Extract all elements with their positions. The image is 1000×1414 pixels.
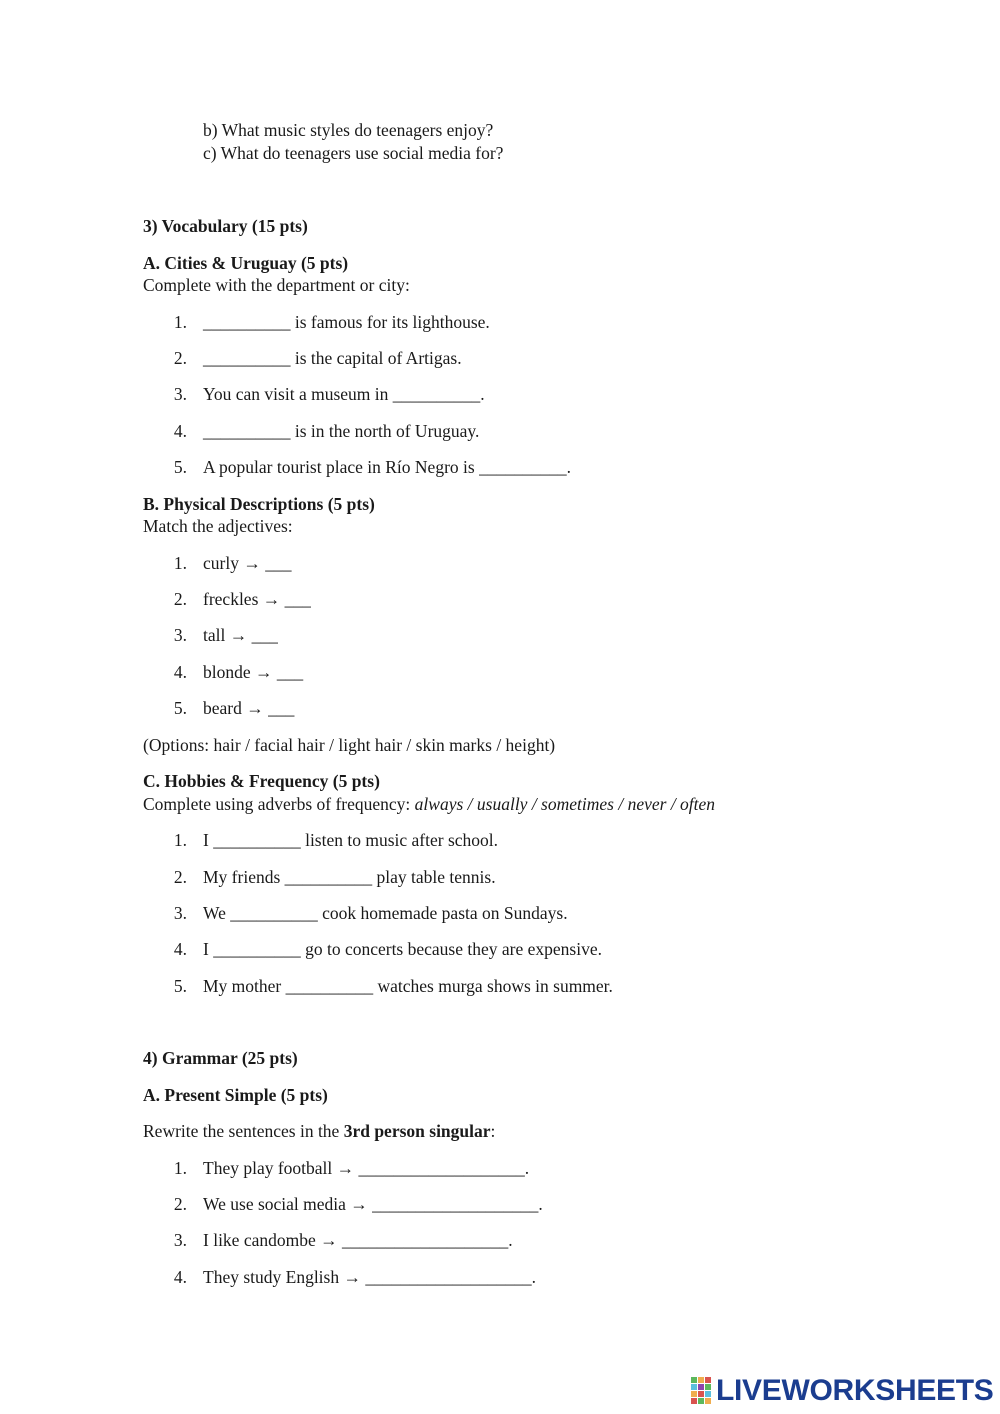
item-number: 3. — [173, 625, 187, 645]
fill-blank-item: My mother __________ watches murga shows in summer. — [203, 976, 613, 996]
item-number: 2. — [173, 348, 187, 368]
liveworksheets-logo — [691, 1374, 994, 1408]
item-number: 2. — [173, 867, 187, 887]
item-number: 4. — [173, 662, 187, 682]
instruction-post: : — [490, 1121, 496, 1141]
item-number: 3. — [173, 1230, 187, 1250]
item-number: 3. — [173, 903, 187, 923]
instruction-pre: Rewrite the sentences in the — [143, 1121, 344, 1141]
options-line: (Options: hair / facial hair / light hair / skin marks / height) — [143, 735, 556, 755]
fill-blank-item: A popular tourist place in Río Negro is __________. — [203, 457, 571, 477]
fill-blank-item: __________ is in the north of Uruguay. — [203, 421, 480, 441]
instruction-cities: Complete with the department or city: — [143, 275, 410, 295]
item-number: 3. — [173, 384, 187, 404]
match-item: beard → ___ — [203, 698, 295, 718]
fill-blank-item: You can visit a museum in __________. — [203, 384, 485, 404]
item-number: 5. — [173, 698, 187, 718]
subsection-title-hobbies: C. Hobbies & Frequency (5 pts) — [143, 771, 380, 791]
fill-blank-item: I __________ listen to music after school. — [203, 830, 499, 850]
item-number: 1. — [173, 1158, 187, 1178]
match-item: blonde → ___ — [203, 662, 304, 682]
instruction-physical: Match the adjectives: — [143, 516, 293, 536]
item-number: 1. — [173, 830, 187, 850]
subsection-title-present-simple: A. Present Simple (5 pts) — [143, 1085, 328, 1105]
logo-text: LIVEWORKSHEETS — [716, 1374, 994, 1407]
rewrite-item: I like candombe → ___________________. — [203, 1230, 513, 1250]
item-number: 5. — [173, 976, 187, 996]
item-number: 4. — [173, 939, 187, 959]
item-number: 1. — [173, 553, 187, 573]
match-item: curly → ___ — [203, 553, 292, 573]
item-number: 2. — [173, 1194, 187, 1214]
rewrite-item: We use social media → ___________________. — [203, 1194, 543, 1214]
item-number: 4. — [173, 1267, 187, 1287]
rewrite-item: They play football → ___________________. — [203, 1158, 530, 1178]
question-c: c) What do teenagers use social media for? — [203, 143, 504, 163]
section-heading-vocabulary: 3) Vocabulary (15 pts) — [143, 216, 308, 236]
fill-blank-item: My friends __________ play table tennis. — [203, 867, 496, 887]
question-b: b) What music styles do teenagers enjoy? — [203, 120, 494, 140]
match-item: freckles → ___ — [203, 589, 311, 609]
item-number: 5. — [173, 457, 187, 477]
instruction-present-simple — [143, 1120, 495, 1142]
fill-blank-item: __________ is famous for its lighthouse. — [203, 312, 490, 332]
instruction-hobbies — [143, 793, 715, 815]
section-heading-grammar: 4) Grammar (25 pts) — [143, 1048, 298, 1068]
subsection-title-physical: B. Physical Descriptions (5 pts) — [143, 494, 375, 514]
adverb-list: always / usually / sometimes / never / often — [414, 794, 716, 814]
item-number: 4. — [173, 421, 187, 441]
item-number: 1. — [173, 312, 187, 332]
fill-blank-item: __________ is the capital of Artigas. — [203, 348, 462, 368]
rewrite-item: They study English → ___________________. — [203, 1267, 536, 1287]
item-number: 2. — [173, 589, 187, 609]
instruction-text: Complete using adverbs of frequency: — [143, 794, 415, 814]
subsection-title-cities: A. Cities & Uruguay (5 pts) — [143, 253, 349, 273]
logo-mark-icon — [691, 1377, 713, 1405]
instruction-bold: 3rd person singular — [343, 1121, 491, 1141]
fill-blank-item: I __________ go to concerts because they are expensive. — [203, 939, 602, 959]
fill-blank-item: We __________ cook homemade pasta on Sundays. — [203, 903, 568, 923]
match-item: tall → ___ — [203, 625, 278, 645]
